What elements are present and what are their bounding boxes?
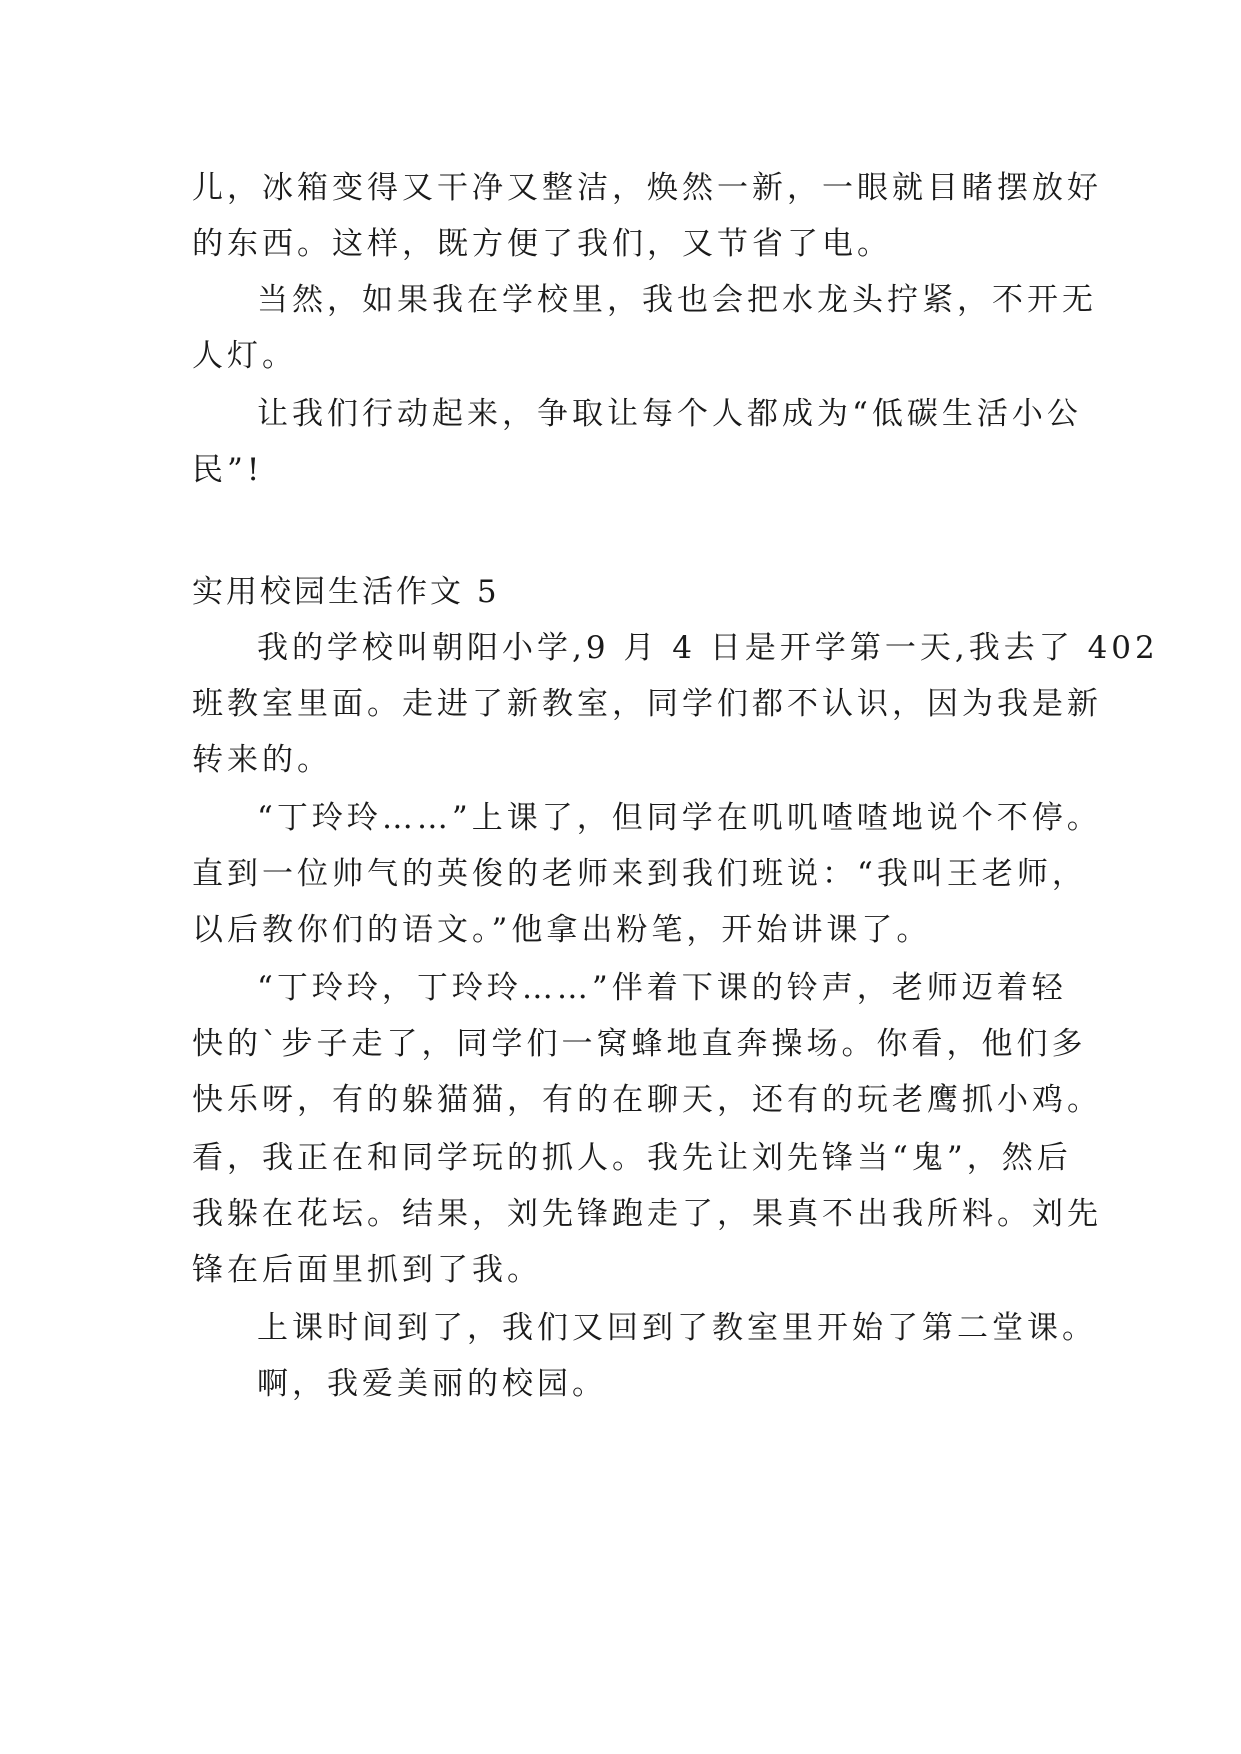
paragraph-line: 直到一位帅气的英俊的老师来到我们班说：“我叫王老师， — [192, 856, 1087, 892]
paragraph-line: 民”! — [192, 452, 264, 488]
paragraph-line: 人灯。 — [192, 338, 297, 374]
paragraph-line: 的东西。这样，既方便了我们，又节省了电。 — [192, 226, 892, 262]
paragraph-line: 我躲在花坛。结果，刘先锋跑走了，果真不出我所料。刘先 — [192, 1196, 1102, 1232]
paragraph-line: 班教室里面。走进了新教室，同学们都不认识，因为我是新 — [192, 686, 1102, 722]
paragraph-line: “丁玲玲……”上课了，但同学在叽叽喳喳地说个不停。 — [257, 800, 1102, 836]
paragraph-line: “丁玲玲，丁玲玲……”伴着下课的铃声，老师迈着轻 — [257, 970, 1067, 1006]
paragraph-line: 我的学校叫朝阳小学,9 月 4 日是开学第一天,我去了 402 — [257, 630, 1159, 666]
paragraph-line: 快的`步子走了，同学们一窝蜂地直奔操场。你看，他们多 — [192, 1026, 1087, 1062]
paragraph-line: 让我们行动起来，争取让每个人都成为“低碳生活小公 — [257, 396, 1082, 432]
paragraph-line: 锋在后面里抓到了我。 — [192, 1252, 542, 1288]
paragraph-line: 看，我正在和同学玩的抓人。我先让刘先锋当“鬼”，然后 — [192, 1140, 1072, 1176]
paragraph-line: 儿，冰箱变得又干净又整洁，焕然一新，一眼就目睹摆放好 — [192, 170, 1102, 206]
paragraph-line: 当然，如果我在学校里，我也会把水龙头拧紧，不开无 — [257, 282, 1097, 318]
paragraph-line: 快乐呀，有的躲猫猫，有的在聊天，还有的玩老鹰抓小鸡。 — [192, 1082, 1102, 1118]
paragraph-line: 上课时间到了，我们又回到了教室里开始了第二堂课。 — [257, 1310, 1097, 1346]
section-heading: 实用校园生活作文 5 — [192, 574, 500, 610]
paragraph-line: 转来的。 — [192, 742, 332, 778]
paragraph-line: 以后教你们的语文。”他拿出粉笔，开始讲课了。 — [192, 912, 932, 948]
paragraph-line: 啊，我爱美丽的校园。 — [257, 1366, 607, 1402]
